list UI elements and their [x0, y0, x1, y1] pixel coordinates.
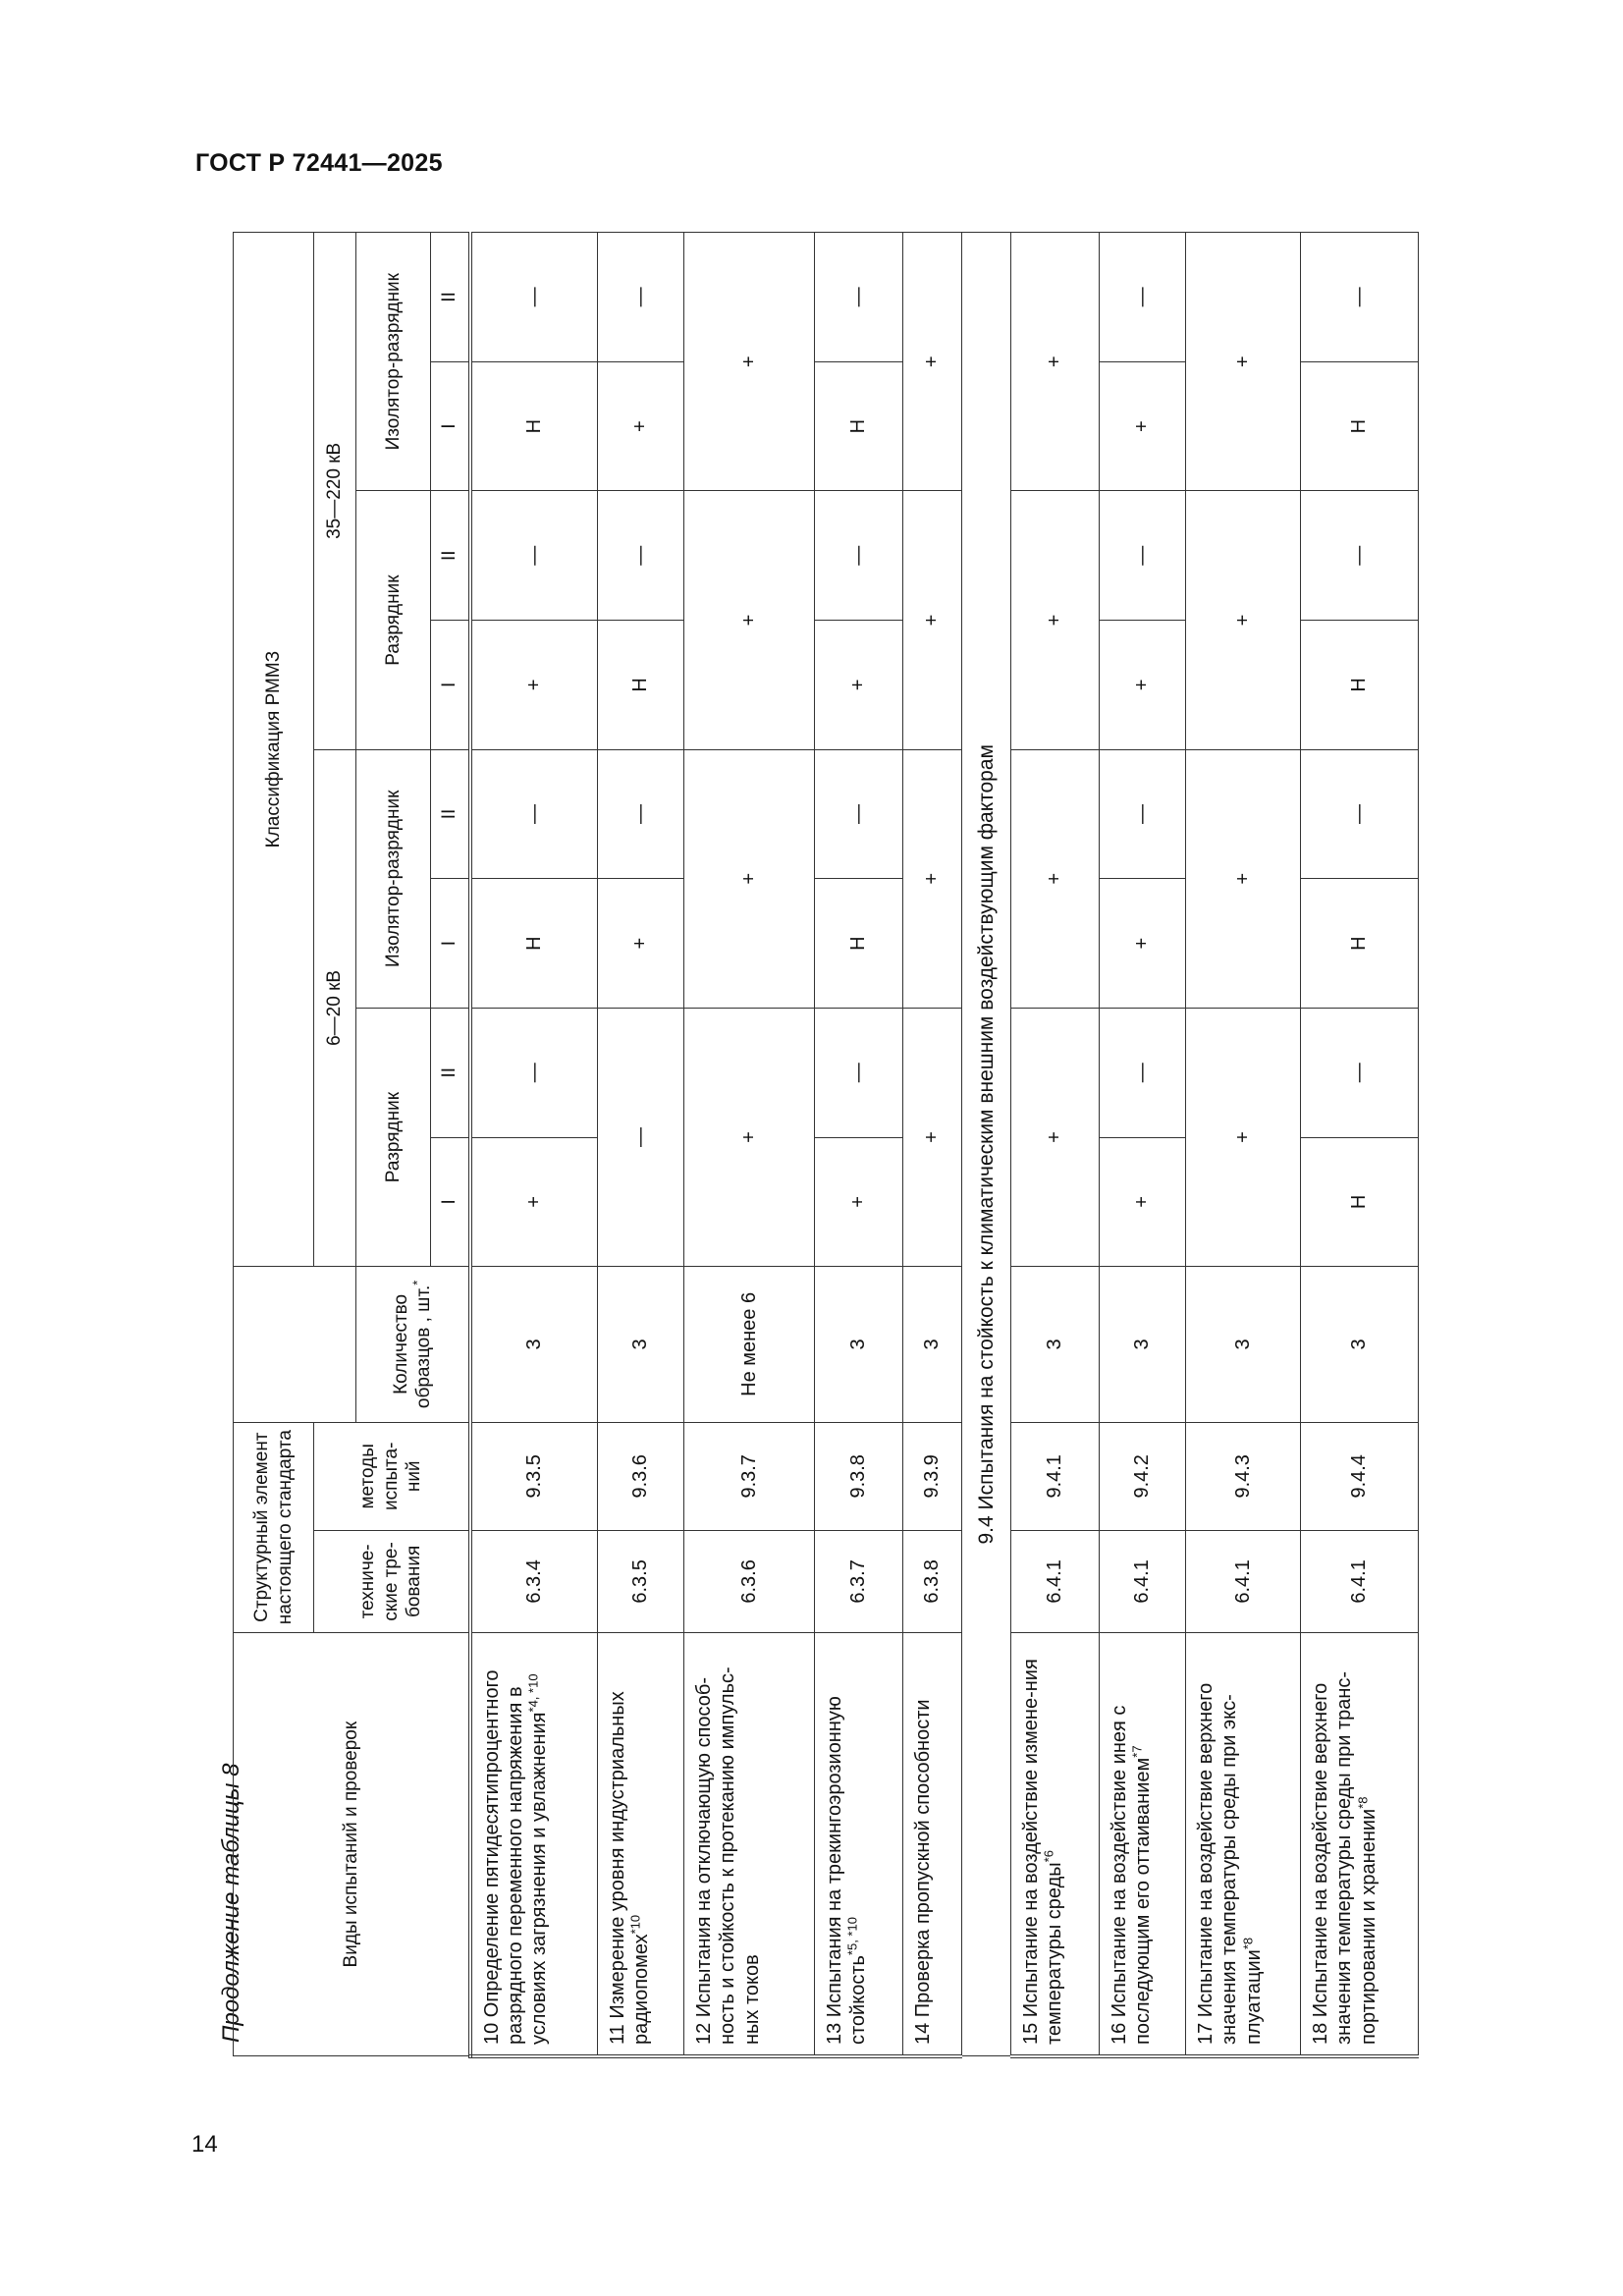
- cell-value: +: [1011, 233, 1100, 491]
- cell-value: —: [1100, 491, 1186, 621]
- cell-value: —: [598, 233, 684, 362]
- cell-value: Н: [470, 361, 598, 491]
- header-empty: [234, 1267, 356, 1422]
- cell-tech: 6.3.6: [684, 1531, 815, 1633]
- cell-value: —: [1301, 749, 1419, 879]
- row-name: 11 Измерение уровня индустриальных радиопомех$^{*10}$: [598, 1632, 684, 2056]
- cell-method: 9.3.8: [815, 1422, 903, 1530]
- cell-count: 3: [1301, 1267, 1419, 1422]
- cell-value: —: [1100, 749, 1186, 879]
- cell-value: +: [903, 749, 962, 1008]
- cell-value: —: [815, 1008, 903, 1137]
- cell-value: +: [1100, 879, 1186, 1009]
- cell-value: Н: [1301, 621, 1419, 750]
- cell-count: 3: [1011, 1267, 1100, 1422]
- cell-value: +: [684, 233, 815, 491]
- section-header: 9.4 Испытания на стойкость к климатическим внешним воздействующим факторам: [962, 233, 1011, 2057]
- cell-value: —: [1301, 1008, 1419, 1137]
- cell-value: +: [684, 491, 815, 749]
- row-name: 12 Испытания на отключающую способ-ность и стойкость к протеканию импульс-ных токов: [684, 1632, 815, 2056]
- header-classification: Классификация РММЗ: [234, 233, 314, 1267]
- cell-count: 3: [903, 1267, 962, 1422]
- cell-value: +: [1100, 621, 1186, 750]
- cell-value: Н: [598, 621, 684, 750]
- cell-method: 9.3.6: [598, 1422, 684, 1530]
- cell-value: Н: [1301, 361, 1419, 491]
- header-roman: I: [431, 1137, 470, 1267]
- header-roman: I: [431, 361, 470, 491]
- cell-tech: 6.3.8: [903, 1531, 962, 1633]
- cell-tech: 6.3.4: [470, 1531, 598, 1633]
- header-roman: I: [431, 879, 470, 1009]
- cell-tech: 6.4.1: [1186, 1531, 1301, 1633]
- cell-value: +: [1011, 749, 1100, 1008]
- cell-tech: 6.4.1: [1301, 1531, 1419, 1633]
- cell-value: —: [1301, 233, 1419, 362]
- cell-value: —: [470, 1008, 598, 1137]
- row-name: 15 Испытание на воздействие измене-ния температуры среды$^{*6}$: [1011, 1632, 1100, 2056]
- cell-value: —: [470, 749, 598, 879]
- cell-value: +: [684, 749, 815, 1008]
- rotated-table-wrapper: [233, 232, 1408, 2058]
- cell-value: —: [598, 749, 684, 879]
- cell-value: —: [815, 233, 903, 362]
- cell-value: —: [1100, 233, 1186, 362]
- row-name: 13 Испытания на трекингоэрозионную стойкость$^{*5, *10}$: [815, 1632, 903, 2056]
- cell-method: 9.3.5: [470, 1422, 598, 1530]
- header-insulator-6: Изолятор-разрядник: [356, 749, 431, 1008]
- cell-value: —: [815, 491, 903, 621]
- cell-value: +: [815, 1137, 903, 1267]
- row-name: 14 Проверка пропускной способности: [903, 1632, 962, 2056]
- cell-count: 3: [1186, 1267, 1301, 1422]
- header-count: Количество образцов , шт.*: [356, 1267, 470, 1422]
- cell-value: +: [1186, 233, 1301, 491]
- cell-value: —: [1301, 491, 1419, 621]
- cell-value: +: [1186, 491, 1301, 749]
- cell-value: Н: [815, 879, 903, 1009]
- cell-value: +: [1011, 1008, 1100, 1266]
- cell-method: 9.4.2: [1100, 1422, 1186, 1530]
- cell-tech: 6.3.5: [598, 1531, 684, 1633]
- cell-value: +: [598, 879, 684, 1009]
- test-table: [233, 232, 1419, 2058]
- cell-value: Н: [1301, 879, 1419, 1009]
- page-number: 14: [191, 2131, 218, 2158]
- header-insulator-35: Изолятор-разрядник: [356, 233, 431, 491]
- cell-value: —: [470, 491, 598, 621]
- cell-value: +: [1100, 1137, 1186, 1267]
- cell-method: 9.3.7: [684, 1422, 815, 1530]
- cell-value: +: [598, 361, 684, 491]
- header-arrester-35: Разрядник: [356, 491, 431, 749]
- cell-value: +: [470, 1137, 598, 1267]
- cell-value: Н: [470, 879, 598, 1009]
- cell-value: +: [815, 621, 903, 750]
- cell-count: Не менее 6: [684, 1267, 815, 1422]
- header-tech-req: техниче-ские тре-бования: [314, 1531, 470, 1633]
- header-roman: II: [431, 233, 470, 362]
- cell-method: 9.4.1: [1011, 1422, 1100, 1530]
- row-name: 16 Испытание на воздействие инея с последующим его оттаиванием$^{*7}$: [1100, 1632, 1186, 2056]
- header-roman: II: [431, 491, 470, 621]
- cell-value: +: [903, 1008, 962, 1266]
- header-kinds: Виды испытаний и проверок: [234, 1632, 470, 2056]
- document-header: ГОСТ Р 72441—2025: [195, 149, 443, 177]
- header-methods: методы испыта-ний: [314, 1422, 470, 1530]
- cell-value: +: [903, 233, 962, 491]
- cell-tech: 6.4.1: [1100, 1531, 1186, 1633]
- cell-value: —: [815, 749, 903, 879]
- row-name: 17 Испытание на воздействие верхнего значения температуры среды при экс-плуатации$^{*8}$: [1186, 1632, 1301, 2056]
- continuation-label: Продолжение таблицы 8: [218, 1763, 244, 2043]
- cell-count: 3: [815, 1267, 903, 1422]
- cell-value: —: [470, 233, 598, 362]
- header-roman: II: [431, 749, 470, 879]
- header-arrester-6: Разрядник: [356, 1008, 431, 1266]
- cell-value: —: [1100, 1008, 1186, 1137]
- cell-value: +: [684, 1008, 815, 1266]
- cell-count: 3: [1100, 1267, 1186, 1422]
- cell-value: Н: [1301, 1137, 1419, 1267]
- cell-count: 3: [598, 1267, 684, 1422]
- header-roman: I: [431, 621, 470, 750]
- row-name: 10 Определение пятидесятипроцентного разрядного переменного напряжения в условиях загрязнения и увлажнения$^{*4, *10}$: [470, 1632, 598, 2056]
- header-roman: II: [431, 1008, 470, 1137]
- cell-tech: 6.4.1: [1011, 1531, 1100, 1633]
- row-name: 18 Испытание на воздействие верхнего значения температуры среды при транс-портировании и хранении$^{*8}$: [1301, 1632, 1419, 2056]
- cell-value: +: [1011, 491, 1100, 749]
- cell-method: 9.3.9: [903, 1422, 962, 1530]
- cell-value: +: [903, 491, 962, 749]
- cell-value: +: [1186, 749, 1301, 1008]
- cell-value: —: [598, 491, 684, 621]
- header-35-220kv: 35—220 кВ: [314, 233, 356, 750]
- cell-count: 3: [470, 1267, 598, 1422]
- cell-value: Н: [815, 361, 903, 491]
- cell-value: —: [598, 1008, 684, 1266]
- header-structural: Структурный элемент настоящего стандарта: [234, 1422, 314, 1632]
- cell-value: +: [1186, 1008, 1301, 1266]
- cell-method: 9.4.3: [1186, 1422, 1301, 1530]
- cell-value: +: [1100, 361, 1186, 491]
- cell-tech: 6.3.7: [815, 1531, 903, 1633]
- header-6-20kv: 6—20 кВ: [314, 749, 356, 1267]
- cell-method: 9.4.4: [1301, 1422, 1419, 1530]
- cell-value: +: [470, 621, 598, 750]
